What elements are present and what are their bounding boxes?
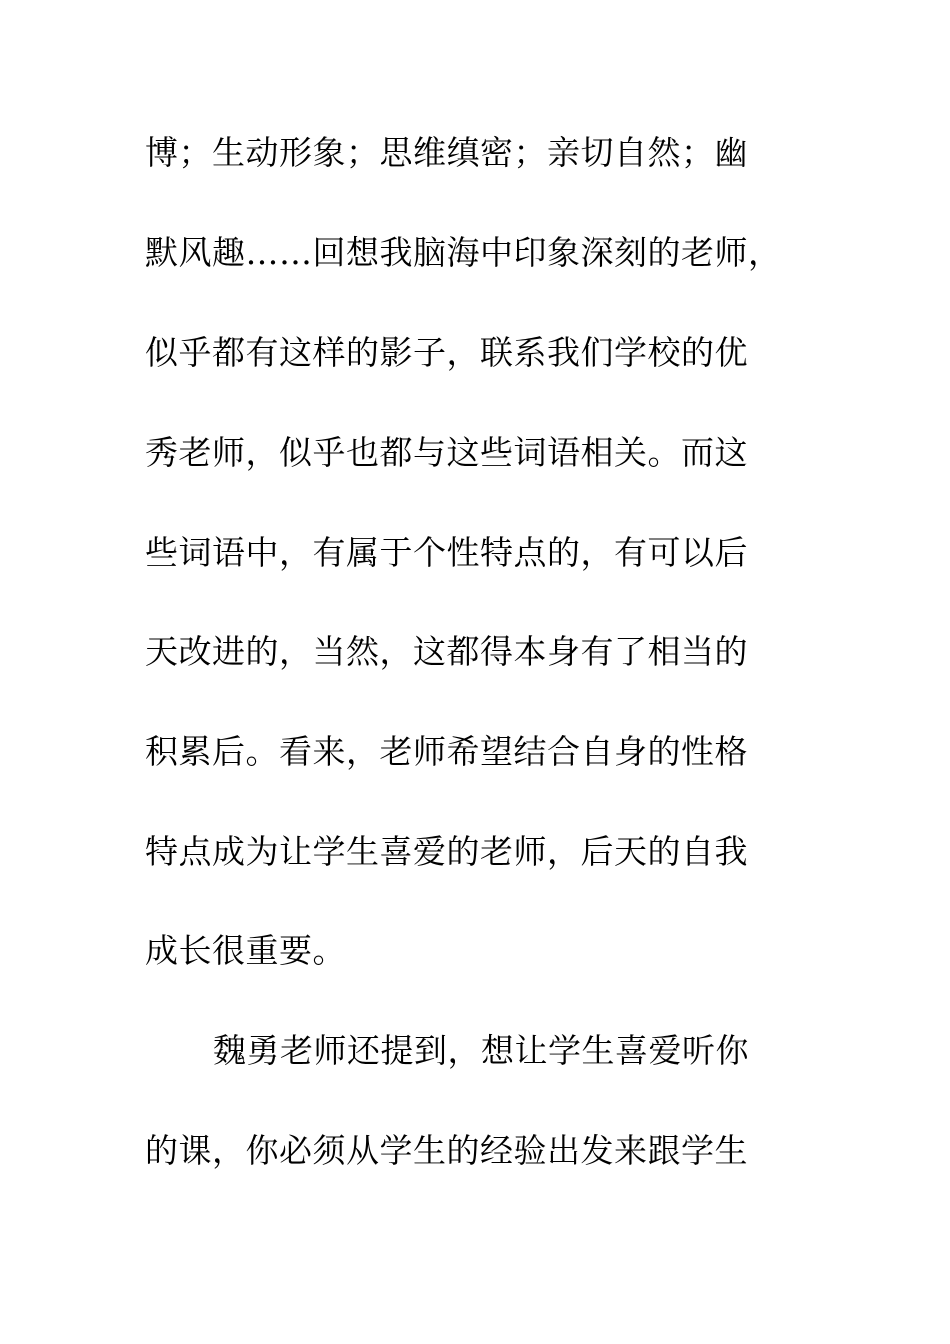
text-line: 的课，你必须从学生的经验出发来跟学生 (145, 1131, 748, 1170)
text-line: 积累后。看来，老师希望结合自身的性格 (145, 732, 748, 771)
text-line: 默风趣……回想我脑海中印象深刻的老师， (145, 233, 782, 272)
text-line: 秀老师，似乎也都与这些词语相关。而这 (145, 433, 748, 472)
text-line: 特点成为让学生喜爱的老师，后天的自我 (145, 832, 748, 871)
text-line: 些词语中，有属于个性特点的，有可以后 (145, 533, 748, 572)
paragraph-first-line: 魏勇老师还提到，想让学生喜爱听你 (213, 1031, 749, 1070)
text-line: 博；生动形象；思维缜密；亲切自然；幽 (145, 133, 748, 172)
text-line: 成长很重要。 (145, 931, 346, 970)
text-line: 似乎都有这样的影子，联系我们学校的优 (145, 333, 748, 372)
text-line: 天改进的，当然，这都得本身有了相当的 (145, 632, 748, 671)
